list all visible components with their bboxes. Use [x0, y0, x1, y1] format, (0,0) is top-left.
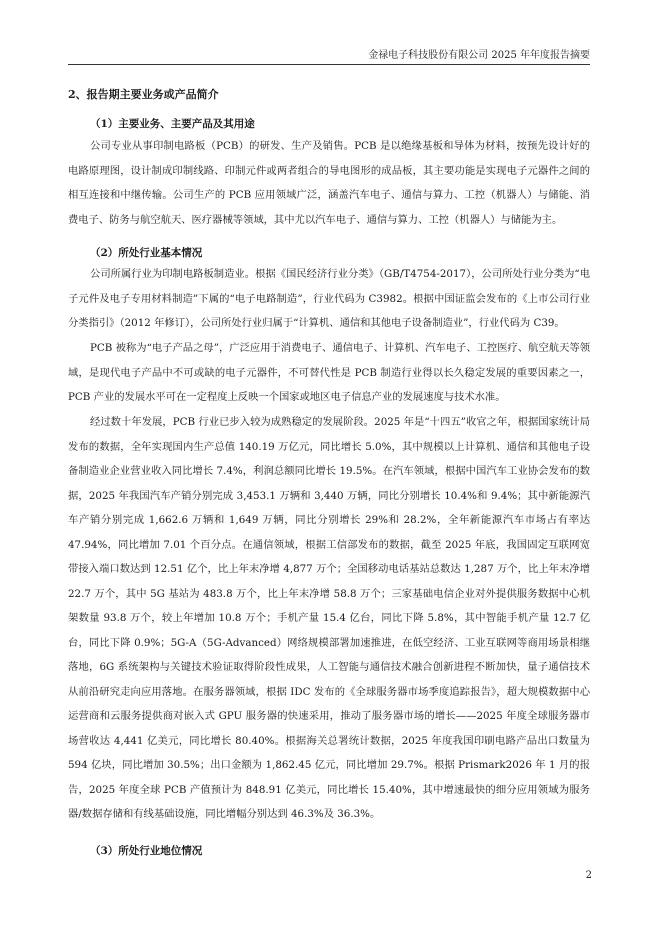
- subsection-main-business: （1）主要业务、主要产品及其用途: [90, 118, 255, 130]
- subsection-industry-position: （3）所处行业地位情况: [90, 845, 203, 857]
- subsection-industry: （2）所处行业基本情况: [90, 247, 203, 259]
- section-title: 2、报告期主要业务或产品简介: [68, 88, 219, 101]
- paragraph-industry-classification: 公司所属行业为印制电路板制造业。根据《国民经济行业分类》（GB/T4754-2017），公司所处行业分类为“电子元件及电子专用材料制造”下属的“电子电路制造”，行业代码为 C3982。根据中国证监会发布的《上市公司行业分类指引》（2012 年修订），公司所处行业归属于“计算机、通信和其他电子设备制造业”，行业代码为 C39。: [68, 268, 590, 329]
- paragraph-pcb-overview: PCB 被称为“电子产品之母”，广泛应用于消费电子、通信电子、计算机、汽车电子、工控医疗、航空航天等领域，是现代电子产品中不可或缺的电子元器件，不可替代性是 PCB 制造行业得以长久稳定发展的重要因素之一，PCB 产业的发展水平可在一定程度上反映一个国家或地区电子信息产业的发展速度与技术水准。: [68, 342, 590, 403]
- paragraph-industry-development: 经过数十年发展，PCB 行业已步入较为成熟稳定的发展阶段。2025 年是“十四五”收官之年，根据国家统计局发布的数据，全年实现国内生产总值 140.19 万亿元，同比增长 5.0%，其中规模以上计算机、通信和其他电子设备制造业企业营业收入同比增长 7.4%，利润总额同比增长 19.5%。在汽车领域，根据中国汽车工业协会发布的数据，2025 年我国汽车产销分别完成 3,453.1 万辆和 3,440 万辆，同比分别增长 10.4%和 9.4%；其中新能源汽车产销分别完成 1,662.6 万辆和 1,649 万辆，同比分别增长 29%和 28.2%，全年新能源汽车市场占有率达 47.94%，同比增加 7.01 个百分点。在通信领域，根据工信部发布的数据，截至 2025 年底，我国固定互联网宽带接入端口数达到 12.51 亿个，比上年末净增 4,877 万个；全国移动电话基站总数达 1,287 万个，比上年末净增 22.7 万个，其中 5G 基站为 483.8 万个，比上年末净增 58.8 万个；三家基础电信企业对外提供服务数据中心机架数量 93.8 万个，较上年增加 10.8 万个；手机产量 15.4 亿台，同比下降 5.8%，其中智能手机产量 12.7 亿台，同比下降 0.9%；5G-A（5G-Advanced）网络规模部署加速推进，在低空经济、工业互联网等商用场景相继落地，6G 系统架构与关键技术验证取得阶段性成果，人工智能与通信技术融合创新进程不断加快，量子通信技术从前沿研究走向应用落地。在服务器领域，根据 IDC 发布的《全球服务器市场季度追踪报告》，超大规模数据中心运营商和云服务提供商对嵌入式 GPU 服务器的快速采用，推动了服务器市场的增长——2025 年度全球服务器市场营收达 4,441 亿美元，同比增长 80.40%。根据海关总署统计数据，2025 年度我国印刷电路产品出口数量为 594 亿块，同比增加 30.5%；出口金额为 1,862.45 亿元，同比增加 29.7%。根据 Prismark2026 年 1 月的报告，2025 年度全球 PCB 产值预计为 848.91 亿美元，同比增长 15.40%，其中增速最快的细分应用领域为服务器/数据存储和有线基础设施，同比增幅分别达到 46.3%及 36.3%。: [68, 416, 590, 820]
- page-number: 2: [585, 870, 592, 881]
- page-header: 金禄电子科技股份有限公司 2025 年年度报告摘要: [68, 46, 590, 65]
- paragraph-main-business: 公司专业从事印制电路板（PCB）的研发、生产及销售。PCB 是以绝缘基板和导体为材料，按预先设计好的电路原理图，设计制成印制线路、印制元件或两者组合的导电图形的成品板，其主要功能是实现电子元器件之间的相互连接和中继传输。公司生产的 PCB 应用领域广泛，涵盖汽车电子、通信与算力、工控（机器人）与储能、消费电子、防务与航空航天、医疗器械等领域，其中尤以汽车电子、通信与算力、工控（机器人）与储能为主。: [68, 140, 590, 226]
